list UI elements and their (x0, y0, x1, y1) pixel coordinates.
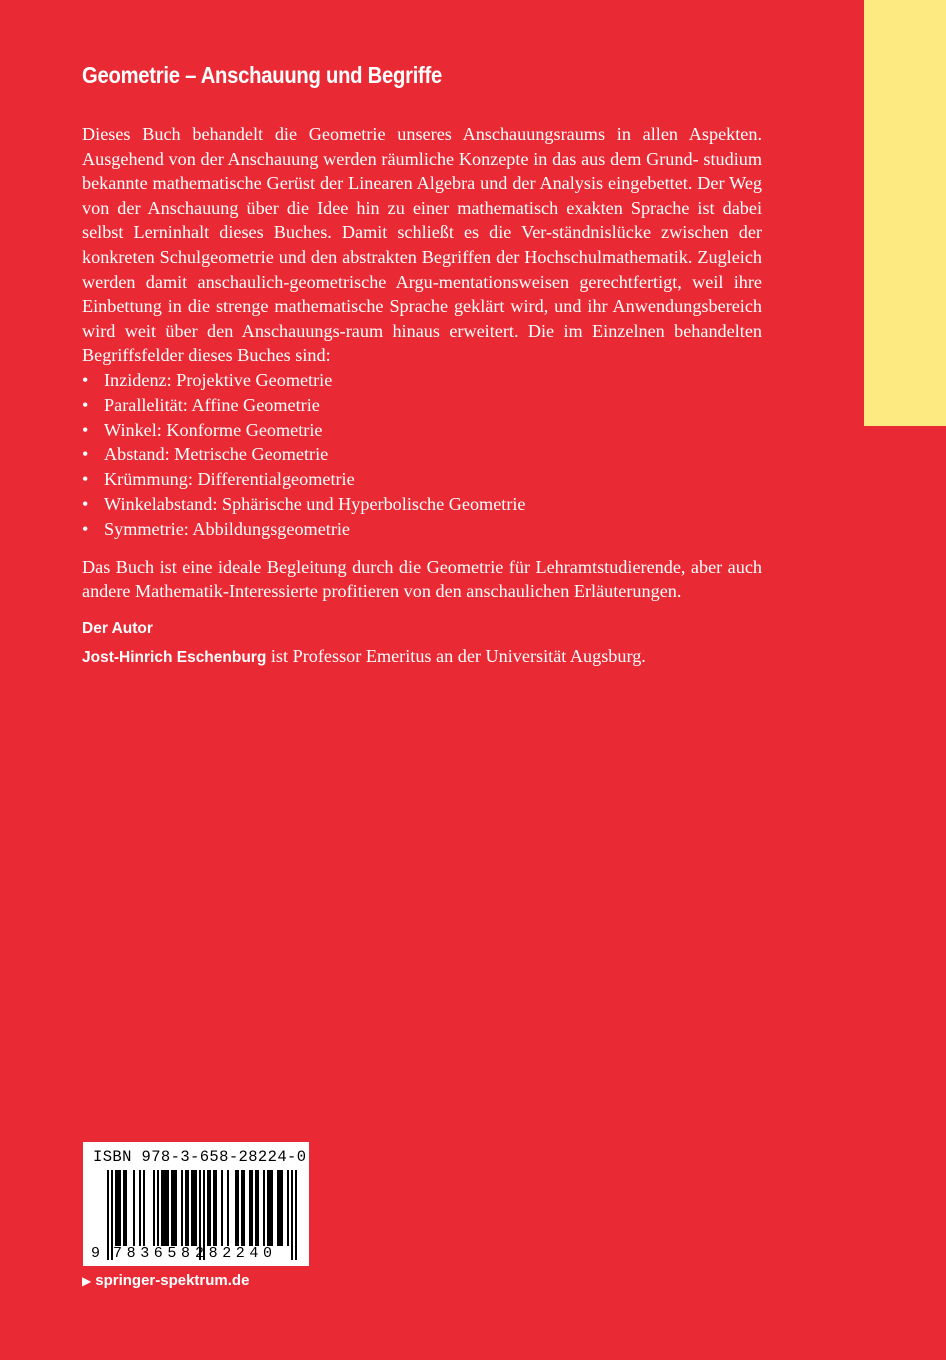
arrow-right-icon: ▶ (82, 1274, 92, 1288)
barcode-bar (263, 1170, 265, 1246)
barcode-bar (165, 1170, 167, 1246)
intro-line: der Hochschulmathematik. Zugleich werden damit anschaulich-geometrische Argu- (82, 246, 763, 292)
barcode-bar (207, 1170, 209, 1246)
barcode-bar (237, 1170, 239, 1246)
book-title: Geometrie – Anschauung und Begriffe (82, 62, 443, 88)
barcode-bar (257, 1170, 259, 1246)
barcode-bar (235, 1170, 237, 1246)
closing-paragraph (82, 555, 762, 604)
barcode-guard-bar (291, 1170, 293, 1260)
barcode-bar (175, 1170, 177, 1246)
closing-line: auch andere Mathematik-Interessierte profitieren von den anschaulichen Erläuterungen. (82, 556, 762, 602)
barcode-bar (161, 1170, 163, 1246)
intro-line: studium bekannte mathematische Gerüst der Linearen Algebra und der Analysis (82, 148, 762, 194)
barcode-bar (241, 1170, 243, 1246)
barcode-bar (209, 1170, 211, 1246)
isbn-barcode (83, 1142, 309, 1266)
barcode-bar (163, 1170, 165, 1246)
barcode-bar (213, 1170, 215, 1246)
barcode-bar (187, 1170, 189, 1246)
publisher-website[interactable] (82, 1272, 249, 1289)
topic-item: • Krümmung: Differentialgeometrie (82, 467, 762, 492)
ean-left-digits: 783658 (113, 1245, 195, 1262)
barcode-bar (255, 1170, 257, 1246)
isbn-label: ISBN 978-3-658-28224-0 (93, 1148, 307, 1166)
barcode-bar (181, 1170, 183, 1246)
barcode-bar (123, 1170, 125, 1246)
barcode-bar (195, 1170, 197, 1246)
barcode-bar (115, 1170, 117, 1246)
intro-line: exakten Sprache ist dabei selbst Lerninhalt dieses Buches. Damit schließt es die Ver- (82, 197, 763, 243)
barcode-bar (125, 1170, 127, 1246)
yellow-side-strip (864, 0, 946, 426)
barcode-bar (157, 1170, 159, 1246)
author-heading: Der Autor (82, 619, 153, 637)
barcode-bar (271, 1170, 273, 1246)
intro-line: mentationsweisen gerechtfertigt, weil ihre Einbettung in die strenge mathematische (82, 271, 762, 317)
barcode-bar (251, 1170, 253, 1246)
barcode-bar (143, 1170, 145, 1246)
ean-first-digit: 9 (91, 1245, 101, 1262)
ean-right-digits: 282240 (195, 1245, 277, 1262)
barcode-bar (281, 1170, 283, 1246)
barcode-bar (173, 1170, 175, 1246)
barcode-bar (221, 1170, 223, 1246)
intro-line: Dieses Buch behandelt die Geometrie unseres Anschauungsraums in allen Aspekten. (82, 124, 762, 144)
barcode-bar (277, 1170, 279, 1246)
topic-list (82, 368, 762, 542)
intro-line: Ausgehend von der Anschauung werden räumliche Konzepte in das aus dem Grund- (82, 148, 699, 169)
barcode-bar (227, 1170, 229, 1246)
barcode-bar (249, 1170, 251, 1246)
barcode-bar (193, 1170, 195, 1246)
blurb (82, 122, 762, 670)
barcode-bar (153, 1170, 155, 1246)
topic-item: • Parallelität: Affine Geometrie (82, 393, 762, 418)
intro-line: raum hinaus erweitert. Die im Einzelnen behandelten Begriffsfelder dieses Buches sind: (82, 320, 762, 366)
author-bio (82, 644, 762, 671)
author-description: ist Professor Emeritus an der Universität Augsburg. (266, 645, 646, 666)
closing-line: Das Buch ist eine ideale Begleitung durch die Geometrie für Lehramtstudierende, aber (82, 556, 723, 577)
barcode-bar (243, 1170, 245, 1246)
barcode-bar (133, 1170, 135, 1246)
topic-item: • Winkel: Konforme Geometrie (82, 418, 762, 443)
barcode-bar (287, 1170, 289, 1246)
barcode-bar (191, 1170, 193, 1246)
barcode-bar (117, 1170, 119, 1246)
website-label: springer-spektrum.de (95, 1272, 250, 1289)
topic-item: • Winkelabstand: Sphärische und Hyperbolische Geometrie (82, 492, 762, 517)
barcode-guard-bar (107, 1170, 109, 1260)
intro-line: ständnislücke zwischen der konkreten Schulgeometrie und den abstrakten Begriffen (82, 222, 762, 267)
barcode-bar (119, 1170, 121, 1246)
barcode-bar (185, 1170, 187, 1246)
barcode-guard-bar (295, 1170, 297, 1260)
barcode-bar (167, 1170, 169, 1246)
intro-line: Sprache geklärt wird, und ihr Anwendungsbereich wird weit über den Anschauungs- (82, 296, 763, 341)
barcode-bar (279, 1170, 281, 1246)
topic-item: • Inzidenz: Projektive Geometrie (82, 368, 762, 393)
topic-item: • Symmetrie: Abbildungsgeometrie (82, 517, 762, 542)
barcode-bar (215, 1170, 217, 1246)
author-name: Jost-Hinrich Eschenburg (82, 648, 267, 666)
barcode-bar (171, 1170, 173, 1246)
topic-item: • Abstand: Metrische Geometrie (82, 442, 762, 467)
intro-paragraph (82, 122, 762, 368)
barcode-bar (269, 1170, 271, 1246)
barcode-bar (267, 1170, 269, 1246)
barcode-bar (139, 1170, 141, 1246)
intro-line: eingebettet. Der Weg von der Anschauung über die Idee hin zu einer mathematisch (82, 173, 763, 218)
